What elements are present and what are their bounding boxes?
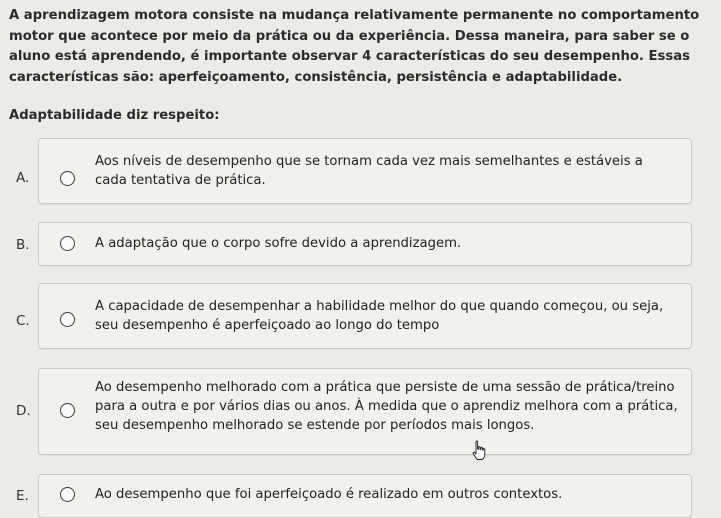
option-a[interactable]	[0, 138, 721, 204]
option-b[interactable]	[0, 222, 721, 266]
option-d-letter: D.	[16, 403, 31, 419]
option-b-radio[interactable]	[60, 236, 75, 251]
option-a-line-2: cada tentativa de prática.	[95, 173, 266, 188]
option-c-line-1: A capacidade de desempenhar a habilidade melhor do que quando começou, ou seja,	[95, 299, 664, 314]
option-e-letter: E.	[16, 488, 29, 504]
option-b-letter: B.	[16, 237, 30, 253]
option-e-text	[95, 485, 562, 504]
option-a-letter: A.	[16, 170, 30, 186]
option-c[interactable]	[0, 283, 721, 349]
option-d[interactable]	[0, 368, 721, 455]
option-c-text	[95, 297, 663, 335]
option-b-text	[95, 234, 461, 253]
option-a-text	[95, 152, 643, 190]
option-d-text	[95, 378, 678, 435]
question-prompt: Adaptabilidade diz respeito:	[9, 108, 220, 123]
option-d-line-3: seu desempenho melhorado se estende por períodos mais longos.	[95, 418, 535, 433]
option-e[interactable]	[0, 474, 721, 518]
option-a-line-1: Aos níveis de desempenho que se tornam cada vez mais semelhantes e estáveis a	[95, 154, 643, 169]
option-c-line-2: seu desempenho é aperfeiçoado ao longo do tempo	[95, 318, 440, 333]
option-d-radio[interactable]	[60, 403, 75, 418]
option-c-letter: C.	[16, 313, 30, 329]
option-b-line-1: A adaptação que o corpo sofre devido a aprendizagem.	[95, 236, 462, 251]
option-e-line-1: Ao desempenho que foi aperfeiçoado é realizado em outros contextos.	[95, 487, 563, 502]
option-e-radio[interactable]	[60, 487, 75, 502]
hand-cursor-icon	[472, 440, 486, 462]
option-d-line-1: Ao desempenho melhorado com a prática que persiste de uma sessão de prática/treino	[95, 380, 675, 395]
question-text: A aprendizagem motora consiste na mudança relativamente permanente no comportamento motor que acontece por meio da prática ou da experiência. Dessa maneira, para saber se o aluno está aprendendo, é importante observar 4 características do seu desempenho. Essas características são: aperfeiçoamento, consistência, persistência e adaptabilidade.	[9, 8, 700, 85]
option-c-radio[interactable]	[60, 312, 75, 327]
option-d-line-2: para a outra e por vários dias ou anos. À medida que o aprendiz melhora com a prática,	[95, 399, 678, 414]
option-a-radio[interactable]	[60, 171, 75, 186]
